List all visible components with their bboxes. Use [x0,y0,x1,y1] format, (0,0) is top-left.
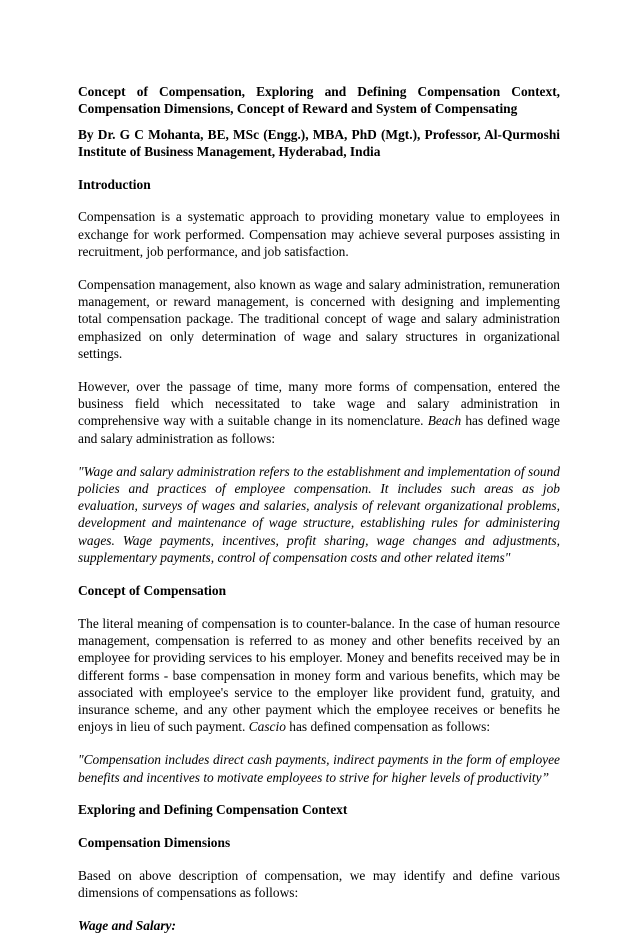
author-line: By Dr. G C Mohanta, BE, MSc (Engg.), MBA, PhD (Mgt.), Professor, Al-Qurmoshi Institute of Business Management, Hyderabad, India [78,126,560,159]
intro-paragraph-2: Compensation management, also known as wage and salary administration, remuneration management, or reward management, is concerned with designing and implementing total compensation package. The traditional concept of wage and salary administration emphasized on only determination of wage and salary structures in organizational settings. [78,276,560,362]
section-heading-dimensions: Compensation Dimensions [78,835,231,851]
intro-paragraph-3-text-a: However, over the passage of time, many more forms of compensation, entered the business field which necessitated to take wage and salary administration in comprehensive way with a suitable change in its nomenclature. [78,378,560,429]
beach-quote: "Wage and salary administration refers to the establishment and implementation of sound policies and practices of employee compensation. It includes such areas as job evaluation, surveys of wages and salaries, analysis of relevant organizational problems, development and maintenance of wage structure, establishing rules for administering wages. Wage payments, incentives, profit sharing, wage changes and adjustments, supplementary payments, control of compensation costs and other related items" [78,463,560,566]
section-heading-exploring: Exploring and Defining Compensation Context [78,802,348,818]
subheading-wage-salary: Wage and Salary: [78,917,176,933]
cited-author-beach: Beach [427,413,462,429]
cascio-quote: "Compensation includes direct cash payments, indirect payments in the form of employee benefits and incentives to motivate employees to strive for higher levels of productivity” [78,752,560,785]
intro-paragraph-1: Compensation is a systematic approach to providing monetary value to employees in exchange for work performed. Compensation may achieve several purposes assisting in recruitment, job performance, and job satisfaction. [78,209,560,260]
section-heading-introduction: Introduction [78,176,151,192]
document-page [78,83,560,934]
concept-paragraph-1-text-a: The literal meaning of compensation is to counter-balance. In the case of human resource management, compensation is referred to as money and other benefits received by an employee for providing services to his employer. Money and benefits received may be in different forms - base compensation in money form and various benefits, which may be associated with employee's service to the employer like provident fund, gratuity, and insurance scheme, and any other payment which the employee receives or benefits he enjoys in lieu of such payment. [78,615,560,735]
dimensions-paragraph-1: Based on above description of compensation, we may identify and define various dimensions of compensations as follows: [78,867,560,901]
cited-author-cascio: Cascio [248,719,286,735]
concept-paragraph-1 [78,615,560,736]
intro-paragraph-3-text-b: has defined wage and salary administration as follows: [78,413,560,446]
concept-paragraph-1-text-b: has defined compensation as follows: [285,719,491,735]
document-title: Concept of Compensation, Exploring and Defining Compensation Context, Compensation Dimensions, Concept of Reward and System of Compensating [78,84,560,117]
intro-paragraph-3 [78,378,560,447]
section-heading-concept: Concept of Compensation [78,582,227,598]
